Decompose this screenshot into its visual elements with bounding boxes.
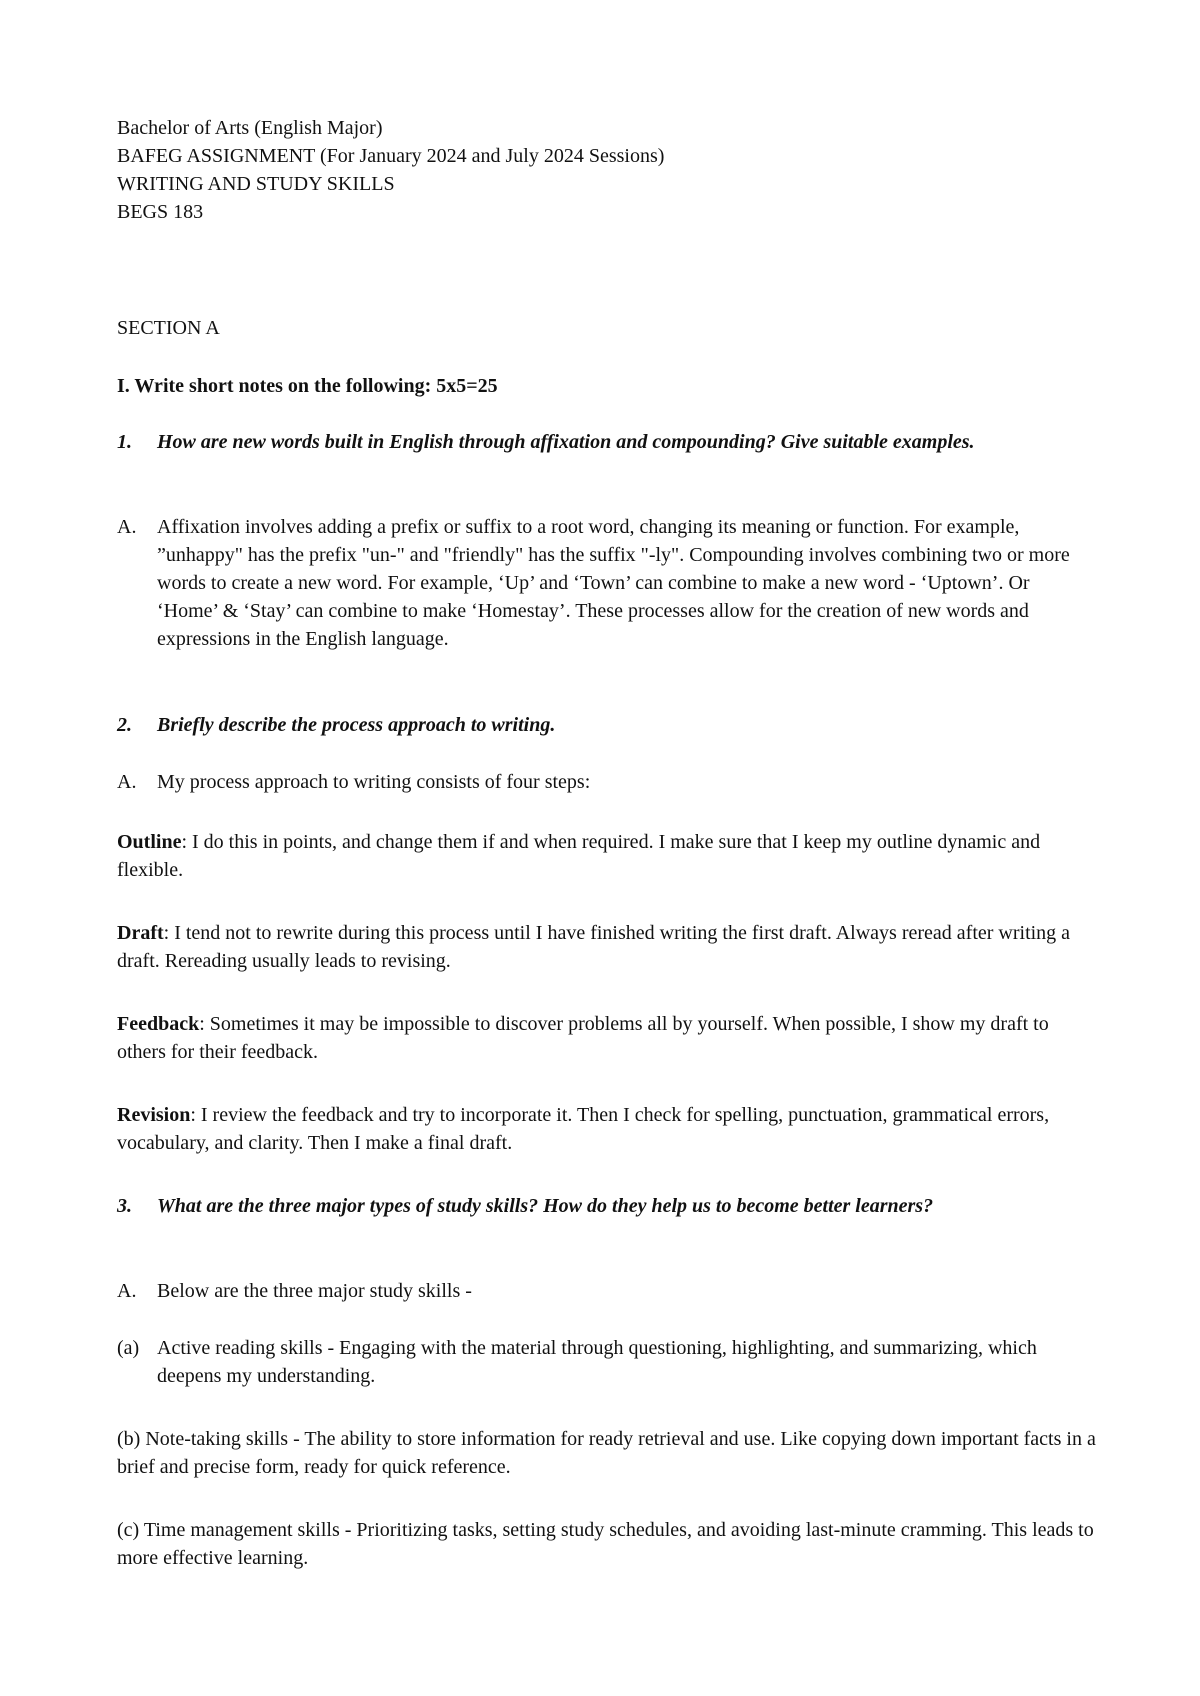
section-title: SECTION A	[117, 317, 220, 339]
question-2	[117, 711, 1077, 739]
skill-item	[117, 1334, 1077, 1390]
answer-label: A.	[117, 1280, 137, 1302]
answer-2	[117, 768, 1077, 796]
question-1	[117, 428, 1077, 456]
skill-text: Note-taking skills - The ability to store information for ready retrieval and use. Like copying down important facts in a brief and precise form, ready for quick reference.	[117, 1428, 1096, 1478]
question-number: 2.	[117, 714, 132, 736]
question-number: 3.	[117, 1195, 132, 1217]
answer-text: My process approach to writing consists of four steps:	[157, 771, 591, 793]
step-draft	[117, 919, 1097, 975]
header-course-title: WRITING AND STUDY SKILLS	[117, 173, 395, 195]
step-outline	[117, 828, 1097, 884]
header-course-code: BEGS 183	[117, 201, 204, 223]
question-3	[117, 1192, 1077, 1220]
step-text: : Sometimes it may be impossible to discover problems all by yourself. When possible, I show my draft to others for their feedback.	[117, 1013, 1049, 1063]
skill-item	[117, 1425, 1097, 1481]
question-text: Briefly describe the process approach to writing.	[157, 714, 556, 736]
answer-label: A.	[117, 771, 137, 793]
answer-label: A.	[117, 516, 137, 538]
step-term: Outline	[117, 831, 182, 853]
question-number: 1.	[117, 431, 132, 453]
question-text: What are the three major types of study skills? How do they help us to become better learners?	[157, 1195, 934, 1217]
skill-label: (a)	[117, 1337, 140, 1359]
instruction: I. Write short notes on the following: 5x5=25	[117, 375, 498, 397]
step-term: Feedback	[117, 1013, 200, 1035]
step-term: Draft	[117, 922, 164, 944]
header-assignment: BAFEG ASSIGNMENT (For January 2024 and July 2024 Sessions)	[117, 145, 665, 167]
step-text: : I tend not to rewrite during this process until I have finished writing the first draft. Always reread after writing a draft. Rereading usually leads to revising.	[117, 922, 1071, 972]
step-text: : I do this in points, and change them if and when required. I make sure that I keep my outline dynamic and flexible.	[117, 831, 1041, 881]
answer-3	[117, 1277, 1077, 1305]
skill-text: Time management skills - Prioritizing tasks, setting study schedules, and avoiding last-minute cramming. This leads to more effective learning.	[117, 1519, 1094, 1569]
question-text: How are new words built in English through affixation and compounding? Give suitable examples.	[157, 431, 975, 453]
skill-text: Active reading skills - Engaging with the material through questioning, highlighting, and summarizing, which deepens my understanding.	[157, 1337, 1037, 1387]
answer-1	[117, 513, 1077, 653]
answer-text: Affixation involves adding a prefix or suffix to a root word, changing its meaning or function. For example, ”unhappy" has the prefix "un-" and "friendly" has the suffix "-ly". Compounding involves combining two or more words to create a new word. For example, ‘Up’ and ‘Town’ can combine to make a new word - ‘Uptown’. Or ‘Home’ & ‘Stay’ can combine to make ‘Homestay’. These processes allow for the creation of new words and expressions in the English language.	[157, 516, 1070, 650]
skill-item	[117, 1516, 1097, 1572]
header-programme: Bachelor of Arts (English Major)	[117, 117, 383, 139]
skill-label: (c)	[117, 1519, 140, 1541]
step-revision	[117, 1101, 1097, 1157]
document-header	[117, 114, 664, 226]
step-term: Revision	[117, 1104, 191, 1126]
step-feedback	[117, 1010, 1097, 1066]
answer-text: Below are the three major study skills -	[157, 1280, 472, 1302]
step-text: : I review the feedback and try to incorporate it. Then I check for spelling, punctuation, grammatical errors, vocabulary, and clarity. Then I make a final draft.	[117, 1104, 1050, 1154]
skill-label: (b)	[117, 1428, 141, 1450]
